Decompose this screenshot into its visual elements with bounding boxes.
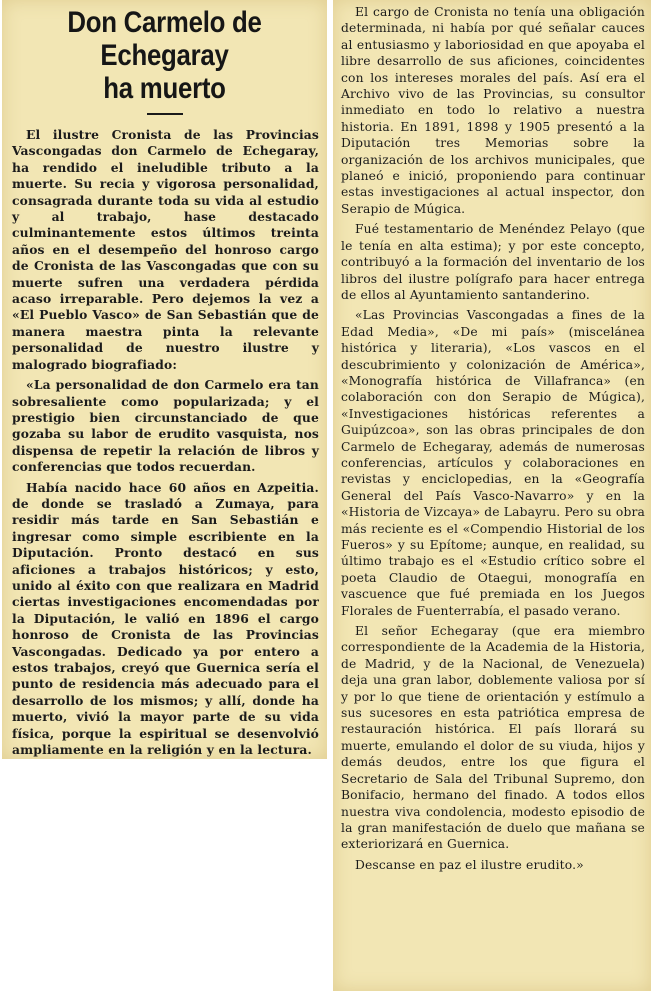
left-column-body — [2, 127, 327, 758]
closing-line: Descanse en paz el ilustre erudito.» — [355, 857, 584, 872]
paragraph: El señor Echegaray (que era miembro correspondiente de la Academia de la Historia, de Madrid, y de la Nacional, de Venezuela) deja una gran labor, doblemente valiosa por sí y por lo que tiene de orientación y estímulo a sus sucesores en esta patriótica empresa de restauración histórica. El país llorará su muerte, emulando el dolor de su viuda, hijos y demás deudos, entre los que figura el Secretario de Sala del Tribunal Supremo, don Bonifacio, hermano del finado. A todos ellos nuestra viva condolencia, modesto episodio de la gran manifestación de duelo que mañana se exteriorizará en Guernica. — [341, 624, 645, 852]
right-column-body — [333, 0, 651, 873]
headline — [25, 6, 305, 105]
headline-line-1: Don Carmelo de Echegaray — [67, 6, 262, 72]
right-clipping — [333, 0, 651, 991]
paragraph: El ilustre Cronista de las Provincias Vascongadas don Carmelo de Echegaray, ha rendido el ineludible tributo a la muerte. Su recia y vigorosa personalidad, consagrada durante toda su vida al estudio y al trabajo, hase destacado culminantemente estos últimos treinta años en el desempeño del honroso cargo de Cronista de las Vascongadas que con su muerte sufren una verdadera pérdida acaso irreparable. Pero dejemos la vez a «El Pueblo Vasco» de San Sebastián que de manera maestra pinta la relevante personalidad de nuestro ilustre y malogrado biografiado: — [12, 127, 319, 372]
paragraph: Había nacido hace 60 años en Azpeitia. de donde se trasladó a Zumaya, para residir más tarde en San Sebastián e ingresar como simple escribiente en la Diputación. Pronto destacó en sus aficiones a trabajos históricos; y esto, unido al éxito con que realizara en Madrid ciertas investigaciones encomendadas por la Diputación, le valió en 1896 el cargo honroso de Cronista de las Provincias Vascongadas. Dedicado ya por entero a estos trabajos, creyó que Guernica sería el punto de residencia más adecuado para el desarrollo de los mismos; y allí, donde ha muerto, vivió la mayor parte de su vida física, porque la espiritual se desenvolvió ampliamente en la religión y en la lectura. — [12, 479, 319, 758]
paragraph: El cargo de Cronista no tenía una obligación determinada, ni había por qué señalar cauces al entusiasmo y laboriosidad en que apoyaba el libre desarrollo de sus aficiones, coincidentes con los intereses morales del país. Así era el Archivo vivo de las Provincias, su consultor inmediato en todo lo relativo a nuestra historia. En 1891, 1898 y 1905 presentó a la Diputación tres Memorias sobre la organización de los archivos municipales, que planeó e inició, proponiendo para continuar estas investigaciones al actual inspector, don Serapio de Múgica. — [341, 5, 645, 216]
headline-line-2: ha muerto — [103, 72, 226, 105]
paragraph: «Las Provincias Vascongadas a fines de la Edad Media», «De mi país» (miscelánea histórica y literaria), «Los vascos en el descubrimiento y colonización de América», «Monografía histórica de Villafranca» (en colaboración con don Serapio de Múgica), «Investigaciones históricas referentes a Guipúzcoa», son las obras principales de don Carmelo de Echegaray, además de numerosas conferencias, artículos y colaboraciones en revistas y enciclopedias, en la «Geografía General del País Vasco-Navarro» y en la «Historia de Vizcaya» de Labayru. Pero su obra más reciente es el «Compendio Historial de los Fueros» y su Epítome; aunque, en realidad, su último trabajo es el «Estudio crítico sobre el poeta Claudio de Otaegui, monografía en vascuence que fué premiada en los Juegos Florales de Fuenterrabía, el pasado verano. — [341, 308, 645, 618]
paragraph: Fué testamentario de Menéndez Pelayo (que le tenía en alta estima); y por este concepto, contribuyó a la formación del inventario de los libros del ilustre polígrafo para hacer entrega de ellos al Ayuntamiento santanderino. — [341, 222, 645, 302]
left-clipping — [2, 0, 327, 759]
paragraph: «La personalidad de don Carmelo era tan sobresaliente como popularizada; y el prestigio bien circunstanciado de que gozaba su labor de erudito vasquista, nos dispensa de repetir la relación de libros y conferencias que todos recuerdan. — [12, 377, 319, 475]
headline-divider — [147, 113, 183, 115]
